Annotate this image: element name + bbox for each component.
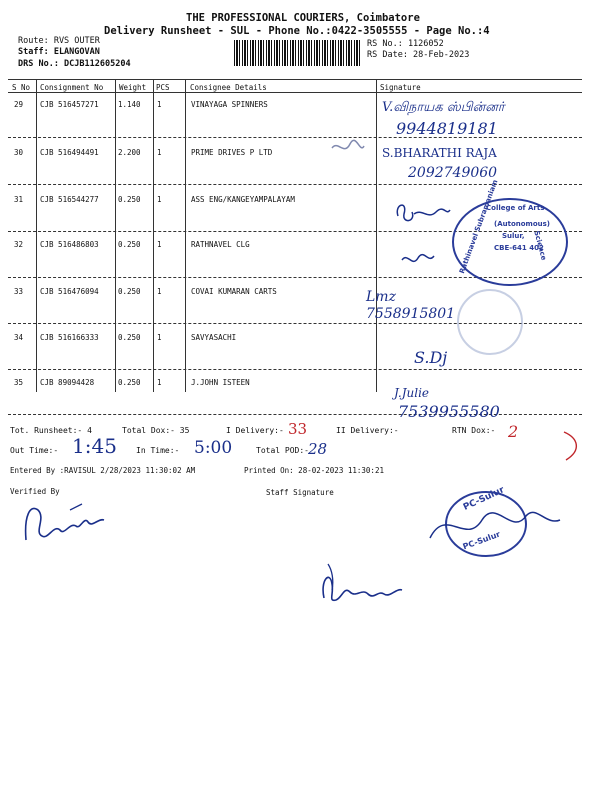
verified-by-label: Verified By xyxy=(10,487,60,496)
row-sno: 33 xyxy=(14,287,24,296)
rs-date: RS Date: 28-Feb-2023 xyxy=(367,50,470,60)
row-consignee: RATHNAVEL CLG xyxy=(191,240,250,249)
row-weight: 0.250 xyxy=(118,287,141,296)
stamp-text: PC-Sulur xyxy=(461,485,507,513)
entered-by: Entered By :RAVISUL 2/28/2023 11:30:02 AM xyxy=(10,466,196,475)
stamp-text: CBE-641 402 xyxy=(494,244,544,252)
row-consignee: COVAI KUMARAN CARTS xyxy=(191,287,277,296)
stamp-text: Sulur, xyxy=(502,232,525,240)
row-weight: 0.250 xyxy=(118,195,141,204)
i-delivery-label: I Delivery:- xyxy=(226,426,284,435)
col-header-sno: S No xyxy=(12,83,31,92)
row-sno: 29 xyxy=(14,100,24,109)
printed-on: Printed On: 28-02-2023 11:30:21 xyxy=(244,466,384,475)
route: Route: RVS OUTER xyxy=(18,36,100,46)
row-weight: 0.250 xyxy=(118,378,141,387)
row-consignment: CJB 516166333 xyxy=(40,333,99,342)
handwritten-note: V.விநாயக ஸ்பின்னர் xyxy=(382,100,505,115)
out-time-value: 1:45 xyxy=(72,434,117,458)
table-header-rule xyxy=(8,92,582,93)
row-pcs: 1 xyxy=(157,333,162,342)
handwritten-phone: 7558915801 xyxy=(366,306,456,322)
row-pcs: 1 xyxy=(157,100,162,109)
row-sno: 32 xyxy=(14,240,24,249)
row-weight: 0.250 xyxy=(118,333,141,342)
row-sno: 35 xyxy=(14,378,24,387)
col-header-signature: Signature xyxy=(380,83,421,92)
signature-scribble-32 xyxy=(398,248,438,270)
col-header-weight: Weight xyxy=(119,83,147,92)
rtn-dox-value: 2 xyxy=(508,422,519,441)
rtn-dox-label: RTN Dox:- xyxy=(452,426,496,435)
staff: Staff: ELANGOVAN xyxy=(18,47,100,57)
tot-runsheet: Tot. Runsheet:- 4 xyxy=(10,426,92,435)
row-consignment: CJB 516544277 xyxy=(40,195,99,204)
col-divider xyxy=(115,80,116,392)
faint-stamp xyxy=(454,284,526,360)
stamp-text: Science xyxy=(532,230,548,262)
col-header-pcs: PCS xyxy=(156,83,170,92)
rs-number: RS No.: 1126052 xyxy=(367,39,444,49)
table-top-rule xyxy=(8,79,582,80)
in-time-label: In Time:- xyxy=(136,446,180,455)
col-header-consignee: Consignee Details xyxy=(190,83,267,92)
row-consignee: ASS ENG/KANGEYAMPALAYAM xyxy=(191,195,295,204)
total-pod-value: 28 xyxy=(308,440,328,458)
col-header-consignment: Consignment No xyxy=(40,83,104,92)
col-divider xyxy=(153,80,154,392)
ii-delivery-label: II Delivery:- xyxy=(336,426,399,435)
row-weight: 0.250 xyxy=(118,240,141,249)
row-pcs: 1 xyxy=(157,195,162,204)
row-sno: 34 xyxy=(14,333,24,342)
handwritten-phone: 9944819181 xyxy=(396,119,498,138)
stamp-text: PC-Sulur xyxy=(461,529,502,552)
row-sno: 30 xyxy=(14,148,24,157)
row-divider xyxy=(8,369,582,370)
i-delivery-value: 33 xyxy=(288,420,308,438)
row-consignment: CJB 516494491 xyxy=(40,148,99,157)
row-pcs: 1 xyxy=(157,240,162,249)
row-consignee: SAVYASACHI xyxy=(191,333,237,342)
total-dox: Total Dox:- 35 xyxy=(122,426,190,435)
row-pcs: 1 xyxy=(157,287,162,296)
row-consignment: CJB 516476094 xyxy=(40,287,99,296)
row-consignee: PRIME DRIVES P LTD xyxy=(191,148,273,157)
handwritten-phone: 2092749060 xyxy=(408,165,498,181)
company-name: THE PROFESSIONAL COURIERS, Coimbatore xyxy=(186,12,420,24)
row-consignment: CJB 89094428 xyxy=(40,378,95,387)
row-pcs: 1 xyxy=(157,148,162,157)
runsheet-subtitle: Delivery Runsheet - SUL - Phone No.:0422-3505555 - Page No.:4 xyxy=(104,25,490,37)
col-divider xyxy=(36,80,37,392)
row-weight: 2.200 xyxy=(118,148,141,157)
verifier-signature xyxy=(18,496,108,552)
barcode xyxy=(234,40,360,66)
stamp-text: (Autonomous) xyxy=(494,220,550,228)
red-ink-mark xyxy=(560,428,590,464)
in-time-value: 5:00 xyxy=(194,438,233,458)
row-consignee: VINAYAGA SPINNERS xyxy=(191,100,268,109)
total-pod-label: Total POD:- xyxy=(256,446,309,455)
row-pcs: 1 xyxy=(157,378,162,387)
stamp-text: College of Arts xyxy=(486,204,545,212)
row-sno: 31 xyxy=(14,195,24,204)
signature-scribble-31 xyxy=(392,198,452,232)
drs-number: DRS No.: DCJB112605204 xyxy=(18,59,131,69)
row-consignment: CJB 516486803 xyxy=(40,240,99,249)
handwritten-note: S.Dj xyxy=(414,348,448,367)
row-weight: 1.140 xyxy=(118,100,141,109)
staff-signature xyxy=(318,550,408,612)
out-time-label: Out Time:- xyxy=(10,446,59,455)
row-consignment: CJB 516457271 xyxy=(40,100,99,109)
handwritten-phone: 7539955580 xyxy=(398,402,500,421)
college-stamp xyxy=(452,178,568,286)
ink-smudge xyxy=(330,138,366,162)
stamp-text: Rathinavel Subramaniam xyxy=(458,178,500,275)
col-divider xyxy=(185,80,186,392)
staff-signature-label: Staff Signature xyxy=(266,488,334,497)
handwritten-note: S.BHARATHI RAJA xyxy=(382,146,497,160)
handwritten-note: J.Julie xyxy=(394,386,430,400)
handwritten-note: Lmz xyxy=(366,289,396,305)
col-divider xyxy=(376,80,377,392)
row-consignee: J.JOHN ISTEEN xyxy=(191,378,250,387)
